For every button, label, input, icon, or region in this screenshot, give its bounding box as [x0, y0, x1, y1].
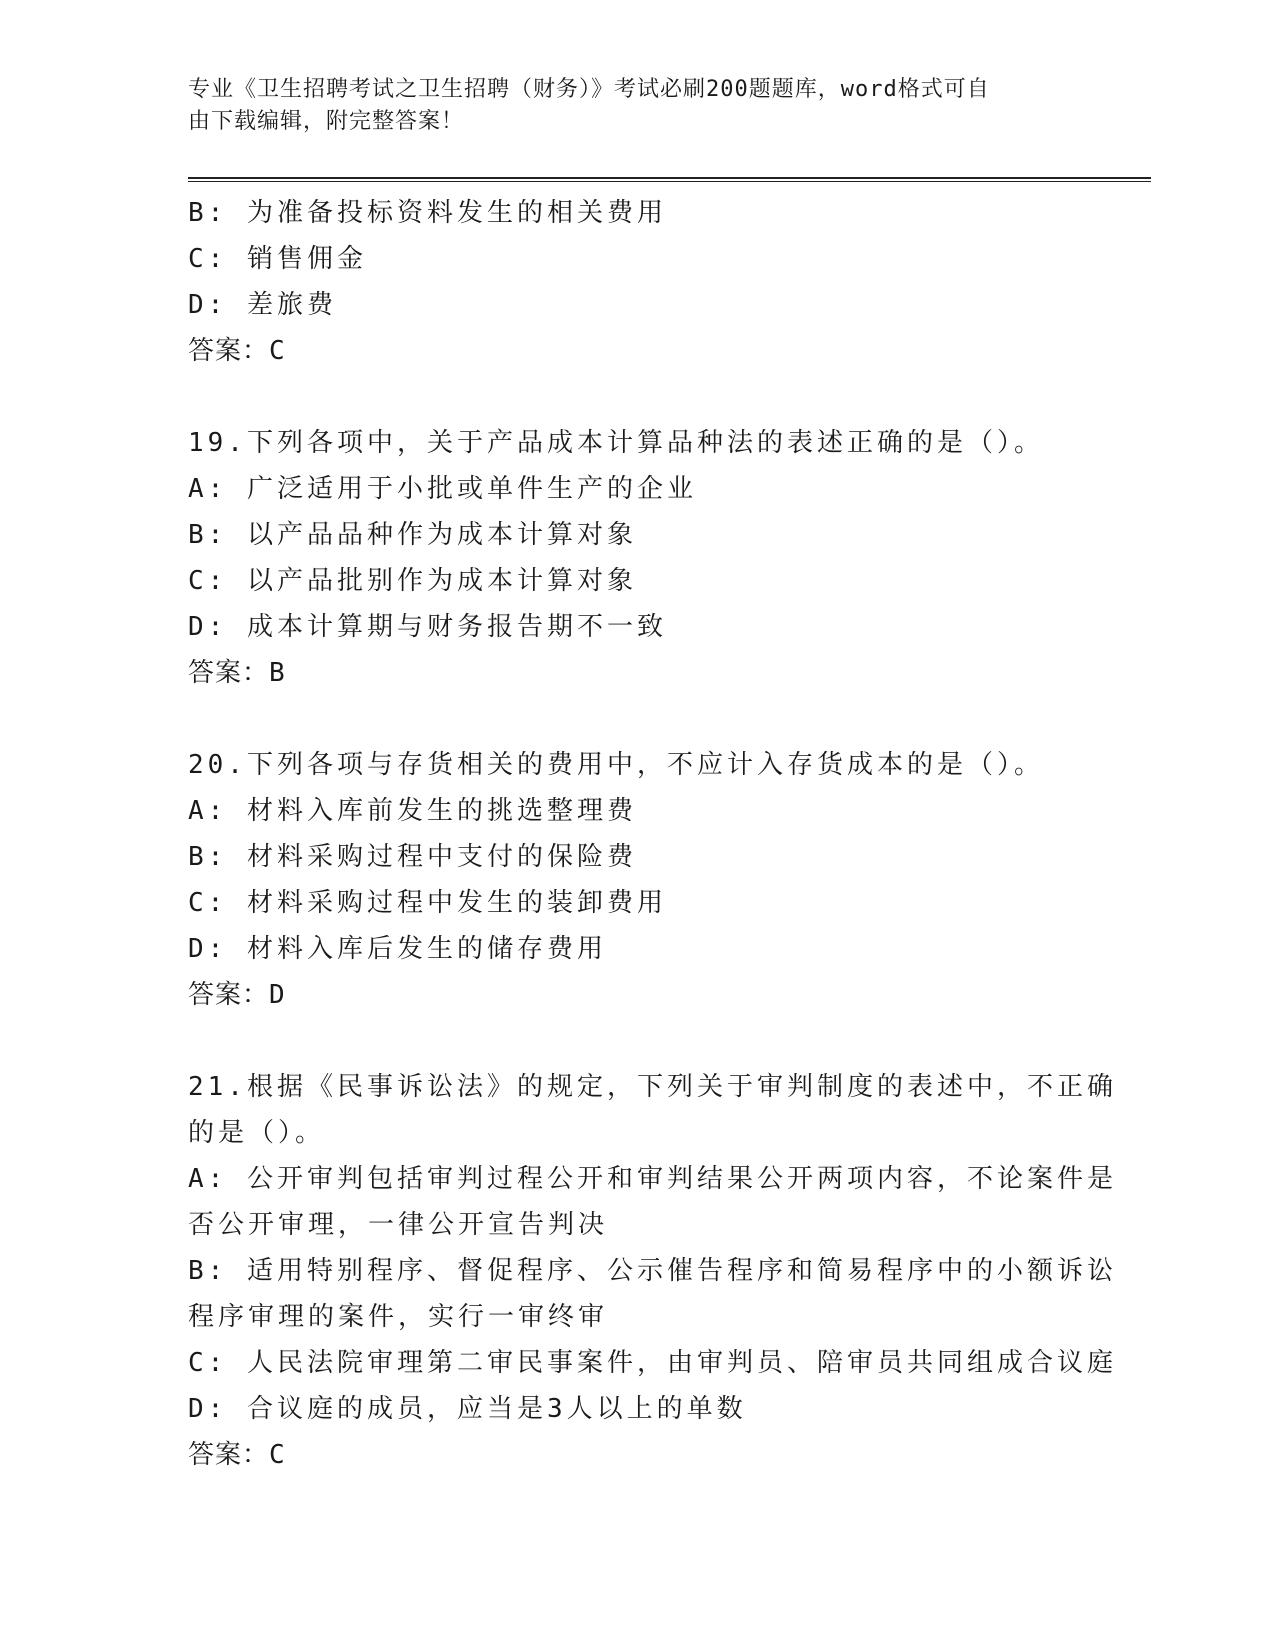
spacer	[188, 374, 1088, 420]
question-18-tail	[188, 190, 1088, 374]
option-b: B: 材料采购过程中支付的保险费	[188, 842, 637, 872]
option-c: C: 销售佣金	[188, 244, 367, 274]
question-stem-line-1: 21.根据《民事诉讼法》的规定，下列关于审判制度的表述中，不正确	[188, 1072, 1117, 1102]
option-a: A: 广泛适用于小批或单件生产的企业	[188, 474, 697, 504]
answer-line: 答案：D	[188, 980, 286, 1010]
option-b-line-2: 程序审理的案件，实行一审终审	[188, 1302, 609, 1332]
option-c: C: 以产品批别作为成本计算对象	[188, 566, 637, 596]
question-stem: 19.下列各项中，关于产品成本计算品种法的表述正确的是（）。	[188, 428, 1044, 458]
option-b: B: 以产品品种作为成本计算对象	[188, 520, 637, 550]
answer-line: 答案：C	[188, 1440, 286, 1470]
spacer	[188, 1018, 1088, 1064]
option-d: D: 合议庭的成员，应当是3人以上的单数	[188, 1394, 747, 1424]
option-a-line-2: 否公开审理，一律公开宣告判决	[188, 1210, 609, 1240]
header-line-2: 由下载编辑，附完整答案！	[188, 109, 465, 134]
option-c: C: 材料采购过程中发生的装卸费用	[188, 888, 667, 918]
option-d: D: 差旅费	[188, 290, 337, 320]
header-line-1: 专业《卫生招聘考试之卫生招聘（财务）》考试必刷200题题库，word格式可自	[188, 77, 990, 102]
option-b-line-1: B: 适用特别程序、督促程序、公示催告程序和简易程序中的小额诉讼	[188, 1256, 1117, 1286]
option-d: D: 材料入库后发生的储存费用	[188, 934, 607, 964]
option-a-line-1: A: 公开审判包括审判过程公开和审判结果公开两项内容，不论案件是	[188, 1164, 1117, 1194]
question-stem-line-2: 的是（）。	[188, 1118, 326, 1148]
question-19	[188, 420, 1088, 696]
question-stem: 20.下列各项与存货相关的费用中，不应计入存货成本的是（）。	[188, 750, 1044, 780]
option-a: A: 材料入库前发生的挑选整理费	[188, 796, 637, 826]
spacer	[188, 696, 1088, 742]
option-c: C: 人民法院审理第二审民事案件，由审判员、陪审员共同组成合议庭	[188, 1348, 1117, 1378]
answer-line: 答案：B	[188, 658, 286, 688]
option-d: D: 成本计算期与财务报告期不一致	[188, 612, 667, 642]
question-20	[188, 742, 1088, 1018]
document-header	[188, 74, 1088, 138]
question-21	[188, 1064, 1117, 1478]
question-list	[188, 190, 1117, 1478]
header-divider	[188, 177, 1151, 182]
option-b: B: 为准备投标资料发生的相关费用	[188, 198, 667, 228]
answer-line: 答案：C	[188, 336, 286, 366]
